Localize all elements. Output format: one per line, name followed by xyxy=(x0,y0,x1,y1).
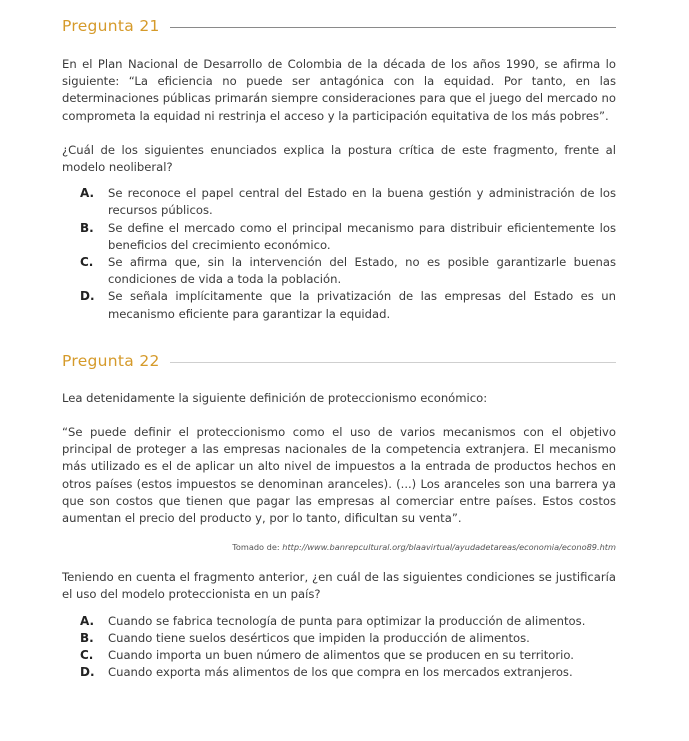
option-a[interactable] xyxy=(62,613,616,630)
option-letter: D. xyxy=(80,289,95,304)
question-21-header xyxy=(62,16,616,36)
source-citation xyxy=(62,541,616,553)
option-letter: C. xyxy=(80,648,94,663)
question-22-header xyxy=(62,351,616,371)
document-page xyxy=(62,0,616,681)
question-22-options xyxy=(62,613,616,682)
option-text: Se señala implícitamente que la privatización de las empresas del Estado es un mecanismo eficiente para garantizar la equidad. xyxy=(108,289,616,321)
option-text: Se afirma que, sin la intervención del Estado, no es posible garantizarle buenas condiciones de vida a toda la población. xyxy=(108,255,616,287)
question-21-context: En el Plan Nacional de Desarrollo de Colombia de la década de los años 1990, se afirma lo siguiente: “La eficiencia no puede ser antagónica con la equidad. Por tanto, en las determinaciones públicas primarán siempre consideraciones para que el juego del mercado no comprometa la equidad ni restrinja el acceso y la participación equitativa de los más pobres”. xyxy=(62,57,616,123)
option-c[interactable] xyxy=(62,254,616,288)
option-letter: C. xyxy=(80,255,94,270)
option-text: Cuando importa un buen número de alimentos que se producen en su territorio. xyxy=(108,648,574,663)
question-22-intro: Lea detenidamente la siguiente definición de proteccionismo económico: xyxy=(62,390,488,405)
option-letter: A. xyxy=(80,186,95,201)
option-text: Cuando tiene suelos desérticos que impiden la producción de alimentos. xyxy=(108,630,530,645)
option-d[interactable] xyxy=(62,664,616,681)
option-letter: B. xyxy=(80,220,94,235)
option-d[interactable] xyxy=(62,288,616,322)
section-divider xyxy=(170,27,616,28)
question-22-title: Pregunta 22 xyxy=(62,351,160,370)
question-22-quote: “Se puede definir el proteccionismo como el uso de varios mecanismos con el objetivo principal de proteger a las empresas nacionales de la competencia extranjera. El mecanismo más utilizado es el de aplicar un alto nivel de impuestos a la entrada de productos hechos en otros países (estos impuestos se denominan aranceles). (...) Los aranceles son una barrera ya que son costos que tienen que pagar las empresas al comerciar entre países. Estos costos aumentan el precio del producto y, por lo tanto, dificultan su venta”. xyxy=(62,425,616,526)
question-21-prompt: ¿Cuál de los siguientes enunciados explica la postura crítica de este fragmento, frente al modelo neoliberal? xyxy=(62,142,616,175)
option-text: Se define el mercado como el principal mecanismo para distribuir eficientemente los beneficios del crecimiento económico. xyxy=(108,220,616,252)
question-22-prompt: Teniendo en cuenta el fragmento anterior, ¿en cuál de las siguientes condiciones se justificaría el uso del modelo proteccionista en un país? xyxy=(62,570,616,602)
option-text: Cuando se fabrica tecnología de punta para optimizar la producción de alimentos. xyxy=(108,613,586,628)
source-url: http://www.banrepcultural.org/blaavirtual/ayudadetareas/economia/econo89.htm xyxy=(282,542,616,553)
option-text: Se reconoce el papel central del Estado en la buena gestión y administración de los recursos públicos. xyxy=(108,186,616,218)
option-letter: B. xyxy=(80,630,94,645)
question-21-title: Pregunta 21 xyxy=(62,17,160,35)
source-label: Tomado de: xyxy=(232,542,283,553)
option-letter: D. xyxy=(80,665,95,680)
section-divider xyxy=(170,362,616,363)
option-b[interactable] xyxy=(62,630,616,647)
question-21-options xyxy=(62,185,616,323)
option-b[interactable] xyxy=(62,220,616,254)
option-text: Cuando exporta más alimentos de los que compra en los mercados extranjeros. xyxy=(108,665,573,680)
option-c[interactable] xyxy=(62,647,616,664)
option-a[interactable] xyxy=(62,185,616,219)
option-letter: A. xyxy=(80,613,95,628)
